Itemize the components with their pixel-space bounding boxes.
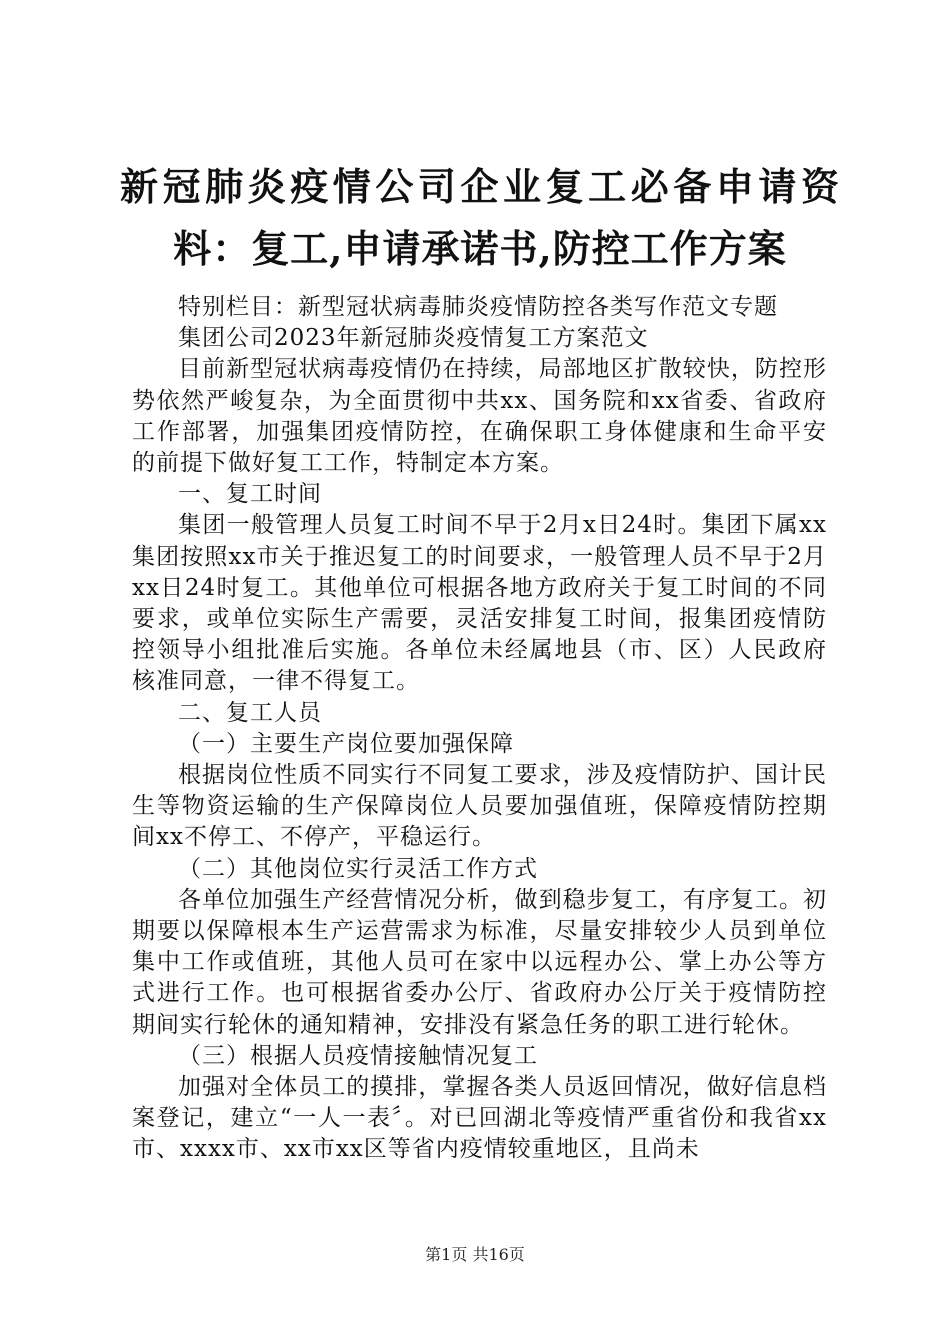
subheading-key-posts: （一）主要生产岗位要加强保障 [178, 730, 514, 757]
section-heading-return-staff: 二、复工人员 [178, 699, 322, 726]
contact-status-paragraph: 加强对全体员工的摸排，掌握各类人员返回情况，做好信息档案登记，建立“一人一表〞。对已回湖北等疫情严重省份和我省xx市、xxxx市、xx市xx区等省内疫情较重地区，且尚未 [132, 1074, 827, 1163]
plan-subtitle: 集团公司2023年新冠肺炎疫情复工方案范文 [178, 325, 649, 352]
page-footer: 第1页 共16页 [425, 1245, 525, 1264]
flexible-work-paragraph: 各单位加强生产经营情况分析，做到稳步复工，有序复工。初期要以保障根本生产运营需求为标准，尽量安排较少人员到单位集中工作或值班，其他人员可在家中以远程办公、掌上办公等方式进行工作。也可根据省委办公厅、省政府办公厅关于疫情防控期间实行轮休的通知精神，安排没有紧急任务的职工进行轮休。 [132, 886, 827, 1038]
return-time-paragraph: 集团一般管理人员复工时间不早于2月x日24时。集团下属xx集团按照xx市关于推迟复工的时间要求，一般管理人员不早于2月xx日24时复工。其他单位可根据各地方政府关于复工时间的不同要求，或单位实际生产需要，灵活安排复工时间，报集团疫情防控领导小组批准后实施。各单位未经属地县（市、区）人民政府核准同意，一律不得复工。 [132, 512, 827, 695]
key-posts-paragraph: 根据岗位性质不同实行不同复工要求，涉及疫情防护、国计民生等物资运输的生产保障岗位人员要加强值班，保障疫情防控期间xx不停工、不停产，平稳运行。 [132, 762, 827, 851]
intro-paragraph: 目前新型冠状病毒疫情仍在持续，局部地区扩散较快，防控形势依然严峻复杂，为全面贯彻中共xx、国务院和xx省委、省政府工作部署，加强集团疫情防控，在确保职工身体健康和生命平安的前提下做好复工工作，特制定本方案。 [132, 356, 827, 477]
subheading-flexible-work: （二）其他岗位实行灵活工作方式 [178, 855, 538, 882]
document-body [132, 292, 827, 1166]
subheading-contact-status: （三）根据人员疫情接触情况复工 [178, 1042, 538, 1069]
section-heading-return-time: 一、复工时间 [178, 481, 322, 508]
special-column-line: 特别栏目：新型冠状病毒肺炎疫情防控各类写作范文专题 [178, 294, 778, 320]
document-title: 新冠肺炎疫情公司企业复工必备申请资料：复工,申请承诺书,防控工作方案 [120, 164, 840, 271]
